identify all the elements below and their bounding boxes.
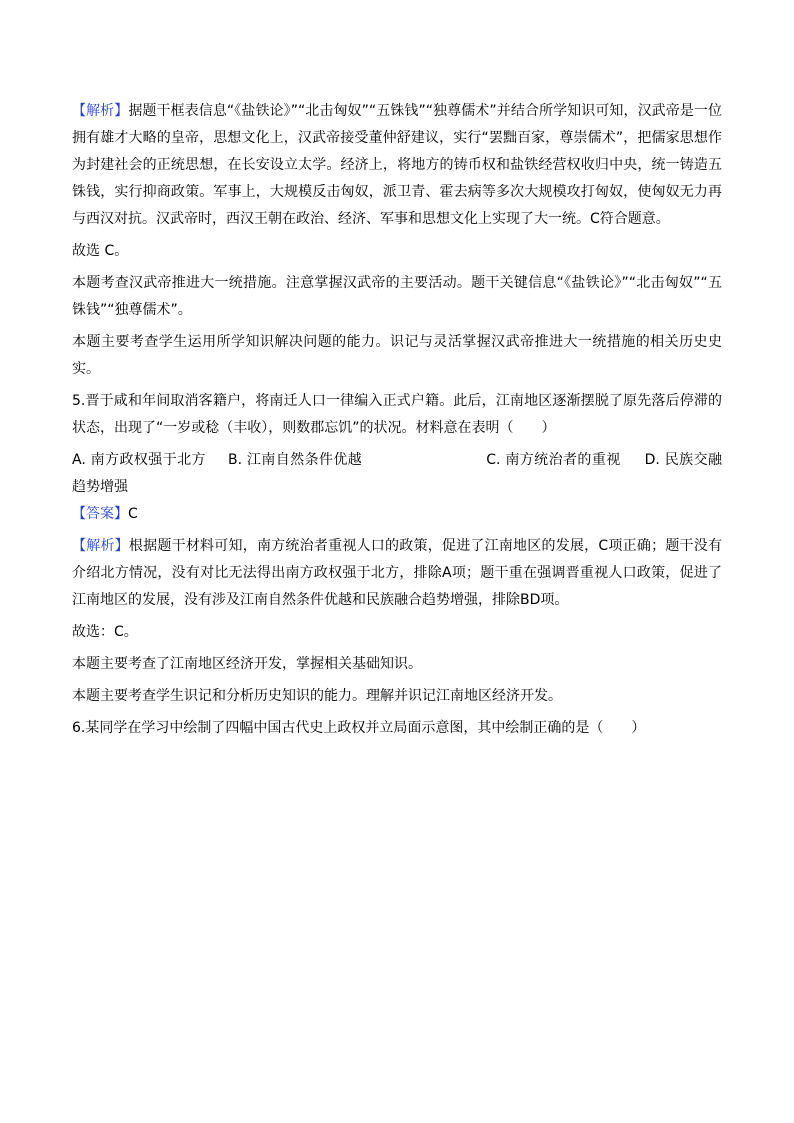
document-content bbox=[72, 98, 722, 747]
q4-choice: 故选 C。 bbox=[72, 243, 129, 259]
q5-option-d: D. 民族交融趋势增强 bbox=[72, 452, 722, 495]
q5-options bbox=[72, 447, 722, 501]
q4-analysis bbox=[72, 98, 722, 233]
q5-note-2: 本题主要考查学生识记和分析历史知识的能力。理解并识记江南地区经济开发。 bbox=[72, 688, 562, 704]
q5-answer-tag: 【答案】 bbox=[72, 506, 128, 522]
q5-option-c: C. 南方统治者的重视 bbox=[486, 452, 621, 468]
q4-note-1: 本题考查汉武帝推进大一统措施。注意掌握汉武帝的主要活动。题干关键信息“《盐铁论》”“北击匈奴”“五铢钱”“独尊儒术”。 bbox=[72, 275, 722, 318]
q5-note-1: 本题主要考查了江南地区经济开发，掌握相关基础知识。 bbox=[72, 656, 422, 672]
q5-answer-value: C bbox=[128, 506, 138, 522]
q5-analysis-tag: 【解析】 bbox=[72, 538, 129, 554]
q5-option-b: B. 江南自然条件优越 bbox=[227, 452, 363, 468]
q6-stem: 6.某同学在学习中绘制了四幅中国古代史上政权并立局面示意图，其中绘制正确的是（ ） bbox=[72, 720, 646, 736]
q5-option-a: A. 南方政权强于北方 bbox=[72, 452, 206, 468]
q5-analysis bbox=[72, 533, 722, 614]
q4-note-2: 本题主要考查学生运用所学知识解决问题的能力。识记与灵活掌握汉武帝推进大一统措施的相关历史史实。 bbox=[72, 334, 722, 377]
q4-analysis-text: 据题干框表信息“《盐铁论》”“北击匈奴”“五铢钱”“独尊儒术”并结合所学知识可知，汉武帝是一位拥有雄才大略的皇帝，思想文化上，汉武帝接受董仲舒建议，实行“罢黜百家，尊崇儒术”，把儒家思想作为封建社会的正统思想，在长安设立太学。经济上，将地方的铸币权和盐铁经营权收归中央，统一铸造五铢钱，实行抑商政策。军事上，大规模反击匈奴，派卫青、霍去病等多次大规模攻打匈奴，使匈奴无力再与西汉对抗。汉武帝时，西汉王朝在政治、经济、军事和思想文化上实现了大一统。C符合题意。 bbox=[72, 103, 722, 227]
q5-stem: 5.晋于咸和年间取消客籍户，将南迁人口一律编入正式户籍。此后，江南地区逐渐摆脱了原先落后停滞的状态，出现了“一岁或稔（丰收），则数郡忘饥”的状况。材料意在表明（ ） bbox=[72, 393, 722, 436]
q5-choice: 故选：C。 bbox=[72, 624, 138, 640]
q4-analysis-tag: 【解析】 bbox=[72, 103, 129, 119]
q5-answer bbox=[72, 501, 722, 528]
q5-analysis-text: 根据题干材料可知，南方统治者重视人口的政策，促进了江南地区的发展，C项正确；题干没有介绍北方情况，没有对比无法得出南方政权强于北方，排除A项；题干重在强调晋重视人口政策，促进了江南地区的发展，没有涉及江南自然条件优越和民族融合趋势增强，排除BD项。 bbox=[72, 538, 723, 608]
